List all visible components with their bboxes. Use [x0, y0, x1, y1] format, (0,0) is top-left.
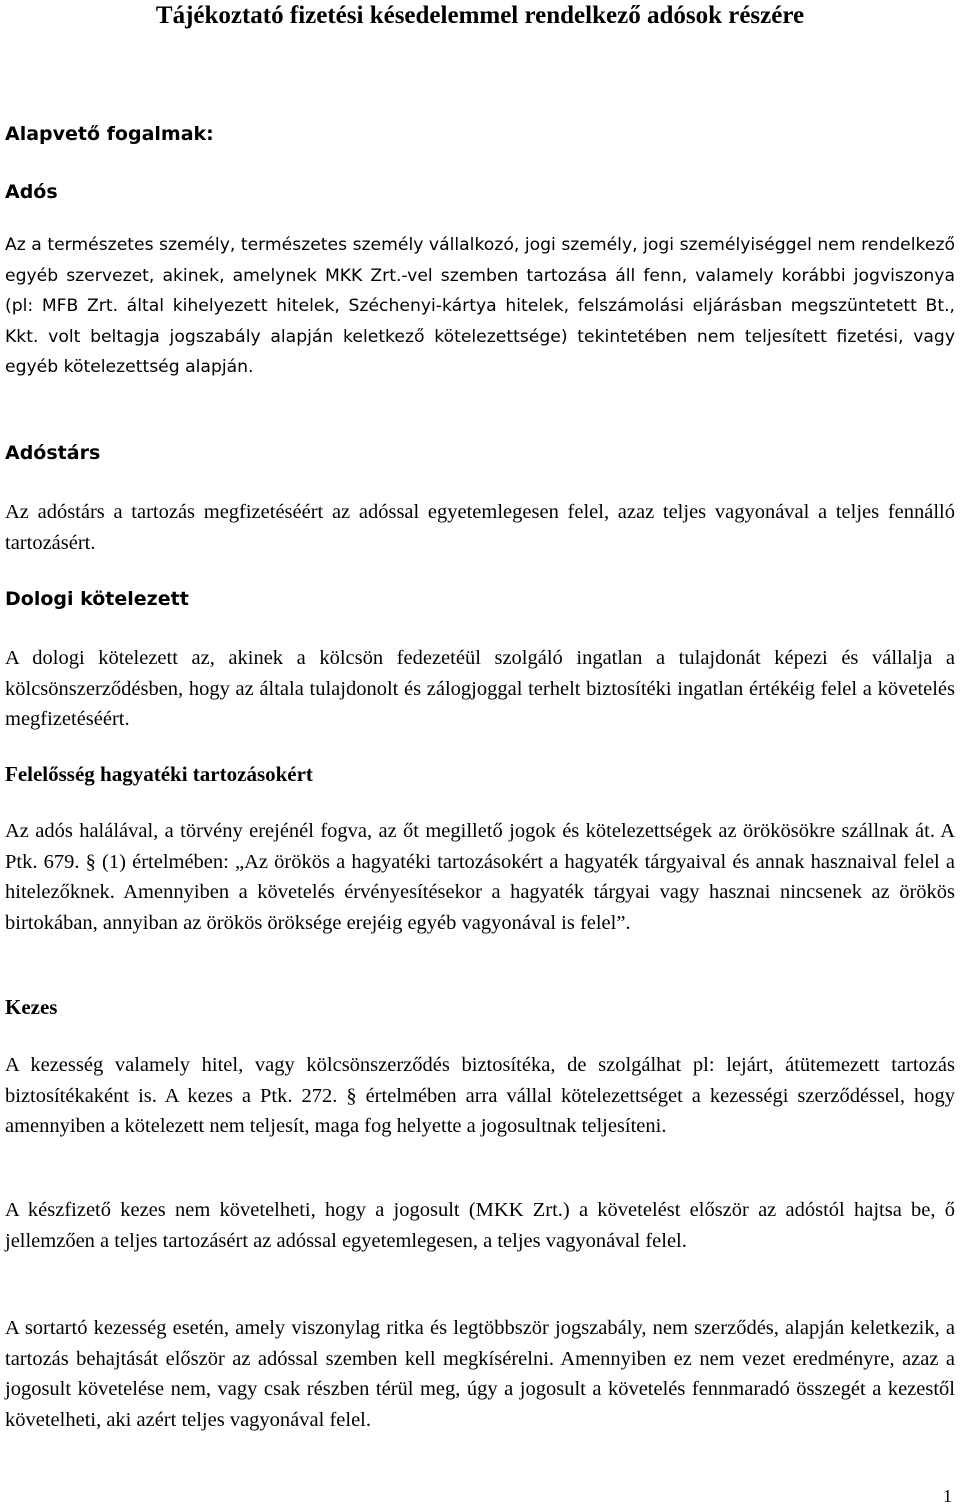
section-heading-kezes: Kezes: [5, 995, 58, 1019]
document-title: Tájékoztató fizetési késedelemmel rendelkező adósok részére: [155, 2, 805, 29]
page-number: 1: [943, 1486, 952, 1506]
section-heading-hagyateki-tartozasok: Felelősség hagyatéki tartozásokért: [5, 762, 313, 786]
paragraph-hagyateki-tartozasok: Az adós halálával, a törvény erejénél fogva, az őt megillető jogok és kötelezettségek az örökösökre szállnak át. A Ptk. 679. § (1) értelmében: „Az örökös a hagyatéki tartozásokért a hagyaték tárgyaival és annak hasznaival felel a hitelezőknek. Amennyiben a követelés érvényesítésekor a hagyaték tárgyai vagy hasznai nincsenek az örökös birtokában, annyiban az örökös öröksége erejéig egyéb vagyonával is felel”.: [5, 820, 955, 934]
section-heading-ados: Adós: [5, 181, 58, 203]
section-heading-adostars: Adóstárs: [5, 442, 101, 464]
paragraph-kezes-2: A készfizető kezes nem követelheti, hogy a jogosult (MKK Zrt.) a követelést először az adóstól hajtsa be, ő jellemzően a teljes tartozásért az adóssal egyetemlegesen, a teljes vagyonával felel.: [5, 1199, 955, 1252]
paragraph-dologi-kotelezett: A dologi kötelezett az, akinek a kölcsön fedezetéül szolgáló ingatlan a tulajdonát képezi és vállalja a kölcsönszerződésben, hogy az általa tulajdonolt és zálogjoggal terhelt biztosítéki ingatlan értékéig felel a követelés megfizetéséért.: [5, 647, 955, 730]
paragraph-ados: Az a természetes személy, természetes személy vállalkozó, jogi személy, jogi személyiséggel nem rendelkező egyéb szervezet, akinek, amelynek MKK Zrt.-vel szemben tartozása áll fenn, valamely korábbi jogviszonya (pl: MFB Zrt. által kihelyezett hitelek, Széchenyi-kártya hitelek, felszámolási eljárásban megszüntetett Bt., Kkt. volt beltagja jogszabály alapján keletkező kötelezettsége) tekintetében nem teljesített fizetési, vagy egyéb kötelezettség alapján.: [5, 235, 955, 377]
section-heading-dologi-kotelezett: Dologi kötelezett: [5, 588, 189, 610]
paragraph-kezes-3: A sortartó kezesség esetén, amely viszonylag ritka és legtöbbször jogszabály, nem szerződés, alapján keletkezik, a tartozás behajtását először az adóssal szemben kell megkísérelni. Amennyiben ez nem vezet eredményre, azaz a jogosult követelése nem, vagy csak részben térül meg, úgy a jogosult a követelés fennmaradó összegét a kezestől követelheti, aki azért teljes vagyonával felel.: [5, 1317, 955, 1431]
intro-heading: Alapvető fogalmak:: [5, 123, 214, 145]
paragraph-kezes-1: A kezesség valamely hitel, vagy kölcsönszerződés biztosítéka, de szolgálhat pl: lejárt, átütemezett tartozás biztosítékaként is. A kezes a Ptk. 272. § értelmében arra vállal kötelezettséget a kezességi szerződéssel, hogy amennyiben a kötelezett nem teljesít, maga fog helyette a jogosultnak teljesíteni.: [5, 1054, 955, 1137]
paragraph-adostars: Az adóstárs a tartozás megfizetéséért az adóssal egyetemlegesen felel, azaz teljes vagyonával a teljes fennálló tartozásért.: [5, 501, 955, 554]
